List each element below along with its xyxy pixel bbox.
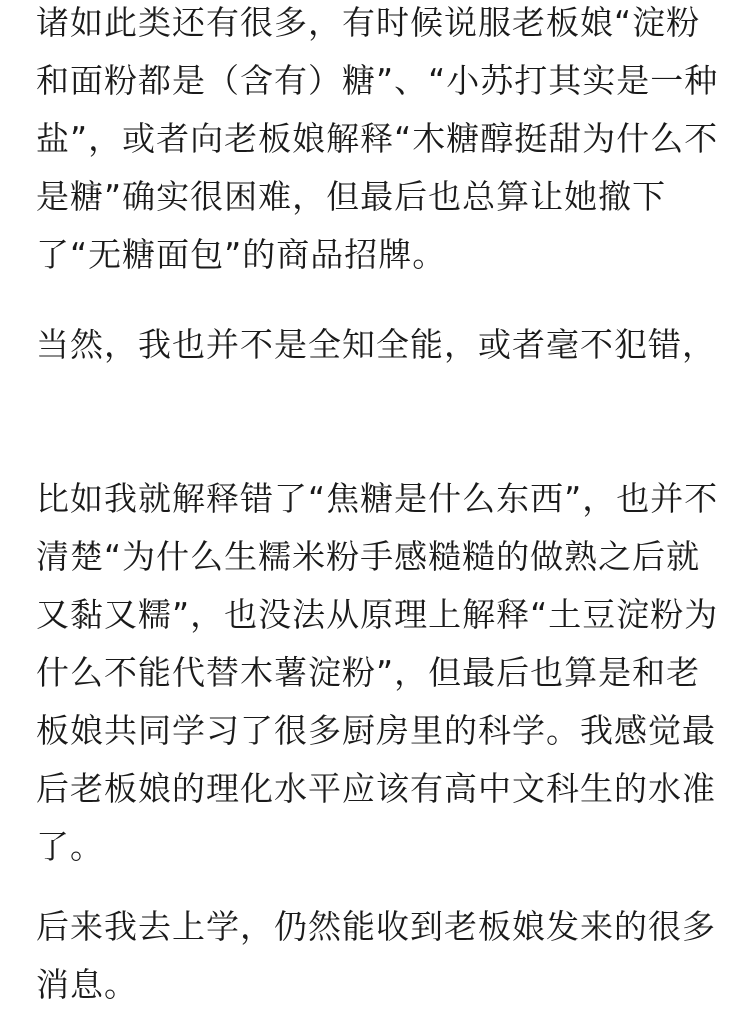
paragraph-2: 当然，我也并不是全知全能，或者毫不犯错， — [36, 325, 716, 364]
paragraph-1: 诸如此类还有很多，有时候说服老板娘“淀粉和面粉都是（含有）糖”、“小苏打其实是一种盐”，或者向老板娘解释“木糖醇挺甜为什么不是糖”确实很困难，但最后也总算让她撤下了“无糖面包”的商品招牌。 — [36, 3, 719, 274]
paragraph-4: 后来我去上学，仍然能收到老板娘发来的很多消息。 — [36, 907, 716, 1004]
paragraph-3: 比如我就解释错了“焦糖是什么东西”，也并不清楚“为什么生糯米粉手感糙糙的做熟之后就又黏又糯”，也没法从原理上解释“土豆淀粉为什么不能代替木薯淀粉”，但最后也算是和老板娘共同学习了很多厨房里的科学。我感觉最后老板娘的理化水平应该有高中文科生的水准了。 — [36, 479, 719, 866]
